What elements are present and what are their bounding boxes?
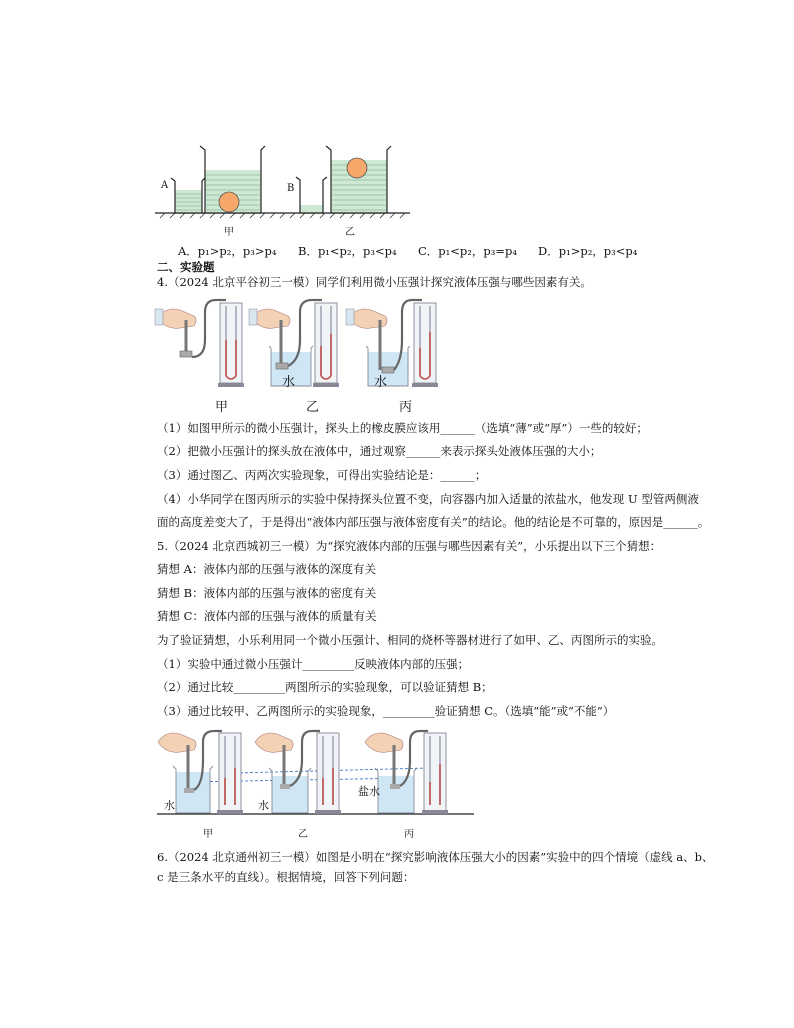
caption-yi: 乙: [345, 227, 355, 238]
q5-stem: 5.（2024 北京西城初三一模）为“探究液体内部的压强与哪些因素有关”，小乐提出以下三个猜想：: [157, 539, 662, 553]
q4-caption-bing: 丙: [399, 400, 413, 415]
section-title: 二、实验题: [157, 260, 215, 274]
q4-water-bing: 水: [374, 375, 388, 390]
q5-intro: 为了验证猜想，小乐利用同一个微小压强计、相同的烧杯等器材进行了如甲、乙、丙图所示的实验。: [157, 633, 663, 647]
q4-item-1: （1）如图甲所示的微小压强计，探头上的橡皮膜应该用______（选填“薄”或“厚”）一些的较好；: [157, 421, 648, 435]
q4-stem: 4.（2024 北京平谷初三一模）同学们利用微小压强计探究液体压强与哪些因素有关。: [157, 275, 592, 289]
label-b: B: [287, 183, 295, 194]
q4-item-2: （2）把微小压强计的探头放在液体中，通过观察______来表示探头处液体压强的大小；: [157, 444, 602, 458]
q4-item-3: （3）通过图乙、丙两次实验现象，可得出实验结论是：______；: [157, 468, 487, 482]
q6-stem-line-1: 6.（2024 北京通州初三一模）如图是小明在“探究影响液体压强大小的因素”实验中的四个情境（虚线 a、b、: [157, 850, 714, 864]
q5-guess-c: 猜想 C：液体内部的压强与液体的质量有关: [157, 609, 377, 623]
option-b[interactable]: B．p₁<p₂，p₃<p₄: [298, 244, 397, 258]
q5-caption-bing: 丙: [404, 829, 414, 840]
q4-caption-jia: 甲: [215, 400, 229, 415]
q4-caption-yi: 乙: [306, 400, 320, 415]
label-a: A: [161, 180, 169, 191]
q6-stem-line-2: c 是三条水平的直线）。根据情境，回答下列问题：: [157, 870, 415, 884]
q5-water-jia: 水: [164, 799, 175, 812]
q5-caption-yi: 乙: [298, 829, 308, 840]
option-a[interactable]: A．p₁>p₂，p₃>p₄: [178, 244, 277, 258]
caption-jia: 甲: [224, 227, 234, 238]
q5-item-3: （3）通过比较甲、乙两图所示的实验现象，_________验证猜想 C。（选填“能”或“不能”）: [157, 704, 615, 718]
q5-caption-jia: 甲: [203, 829, 213, 840]
q5-brine-bing: 盐水: [358, 785, 380, 798]
q5-water-yi: 水: [258, 799, 269, 812]
q5-guess-a: 猜想 A：液体内部的压强与液体的深度有关: [157, 562, 376, 576]
q5-item-2: （2）通过比较_________两图所示的实验现象，可以验证猜想 B；: [157, 680, 493, 694]
q4-item-4-cont: 面的高度差变大了，于是得出“液体内部压强与液体密度有关”的结论。他的结论是不可靠的，原因是______。: [157, 515, 710, 529]
q4-item-4: （4）小华同学在图丙所示的实验中保持探头位置不变，向容器内加入适量的浓盐水，他发现 U 型管两侧液: [157, 492, 699, 506]
option-d[interactable]: D．p₁>p₂，p₃<p₄: [538, 244, 638, 258]
q5-item-1: （1）实验中通过微小压强计_________反映液体内部的压强；: [157, 657, 470, 671]
option-c[interactable]: C．p₁<p₂，p₃=p₄: [418, 244, 517, 258]
q4-water-yi: 水: [282, 375, 296, 390]
q5-guess-b: 猜想 B：液体内部的压强与液体的密度有关: [157, 586, 377, 600]
